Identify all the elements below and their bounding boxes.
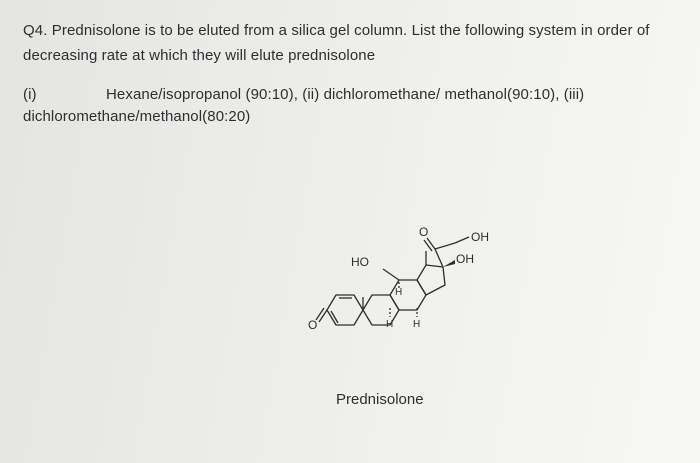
side-chain-bond — [435, 249, 443, 267]
ketone-bond — [319, 310, 327, 322]
option-marker: (i) — [23, 86, 37, 103]
carbonyl-bond — [427, 238, 435, 249]
oh-top-label: OH — [471, 230, 489, 244]
oh-side-label: OH — [456, 252, 474, 266]
ring-a — [327, 295, 363, 325]
side-chain-bond — [455, 237, 469, 243]
question-options-line — [23, 86, 584, 103]
double-bond — [331, 311, 338, 323]
h-label: H — [395, 287, 403, 298]
ho-label: HO — [351, 255, 369, 269]
side-chain-bond — [435, 243, 455, 249]
structure-caption: Prednisolone — [336, 391, 424, 408]
ho-bond — [383, 269, 399, 280]
question-options-line-2: dichloromethane/methanol(80:20) — [23, 108, 251, 125]
options-text: Hexane/isopropanol (90:10), (ii) dichloromethane/ methanol(90:10), (iii) — [106, 86, 585, 103]
ring-b — [363, 295, 399, 325]
question-line-2: decreasing rate at which they will elute prednisolone — [23, 47, 376, 64]
h-label: H — [413, 319, 421, 330]
h-label: H — [386, 319, 394, 330]
prednisolone-structure — [305, 205, 515, 345]
ketone-o-label: O — [419, 225, 429, 239]
question-line-1: Q4. Prednisolone is to be eluted from a silica gel column. List the following system in order of — [23, 22, 650, 39]
carbonyl-bond — [424, 240, 432, 251]
oh-wedge — [443, 260, 455, 267]
ring-d — [417, 265, 445, 295]
side-o-label: O — [308, 318, 318, 332]
